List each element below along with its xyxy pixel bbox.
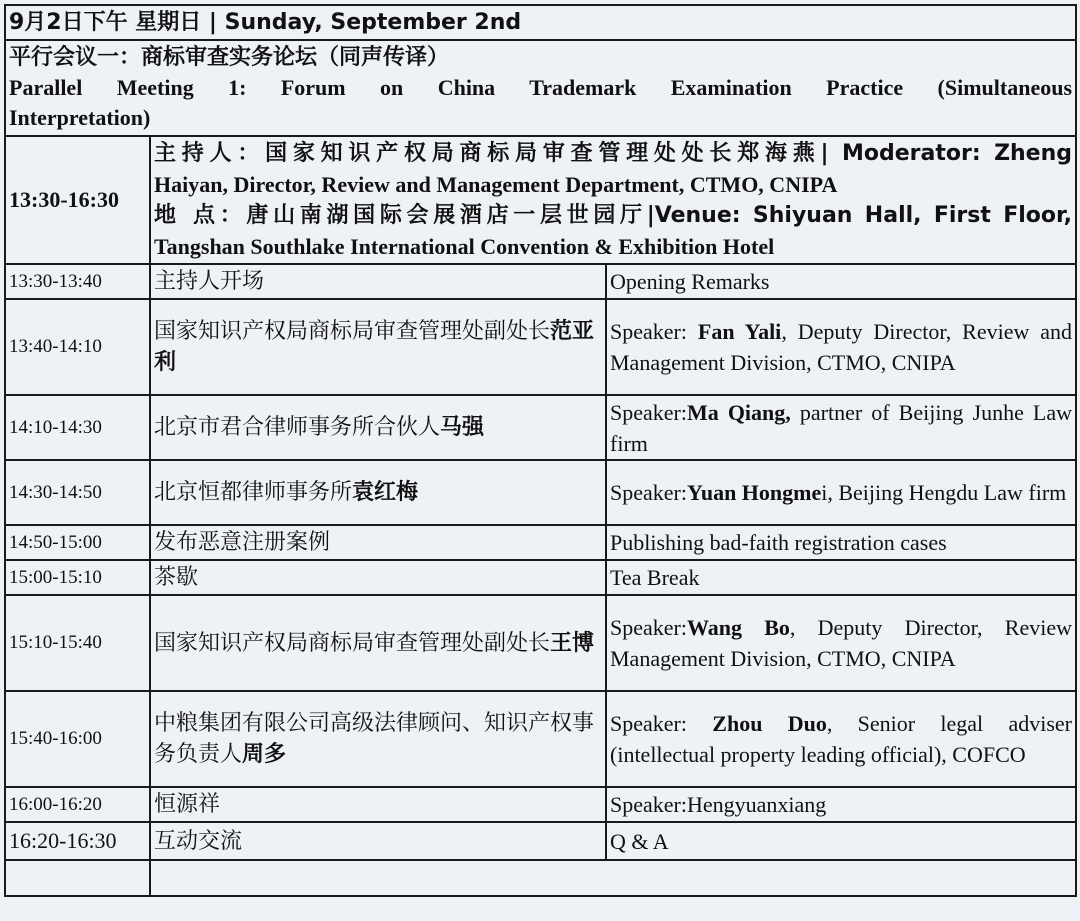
table-row (5, 264, 1076, 299)
table-row (5, 395, 1076, 460)
row-topic-zh (150, 787, 606, 822)
topic-en-prefix: Speaker: (610, 711, 713, 736)
topic-en-prefix: Speaker: (610, 615, 687, 640)
row-topic-en (606, 691, 1076, 787)
row-topic-en (606, 822, 1076, 860)
topic-zh-text: 国家知识产权局商标局审查管理处副处长 (154, 319, 551, 344)
row-topic-zh (150, 525, 606, 560)
speaker-name-zh: 王博 (550, 630, 595, 656)
speaker-name-zh: 范亚利 (154, 319, 595, 375)
row-topic-zh (150, 691, 606, 787)
topic-zh-text: 发布恶意注册案例 (154, 530, 331, 555)
moderator-line-2: Haiyan, Director, Review and Management Department, CTMO, CNIPA (154, 172, 838, 197)
row-topic-zh (150, 595, 606, 691)
meeting-title (5, 40, 1076, 136)
row-topic-en (606, 560, 1076, 595)
date-line (5, 5, 1076, 40)
table-row (5, 525, 1076, 560)
row-time: 14:30-14:50 (5, 460, 150, 525)
topic-en-text: Q & A (610, 828, 669, 854)
agenda-sheet (4, 4, 1075, 897)
row-time: 13:40-14:10 (5, 299, 150, 395)
session-row (5, 136, 1076, 264)
row-topic-en (606, 787, 1076, 822)
table-row (5, 299, 1076, 395)
row-topic-en (606, 299, 1076, 395)
topic-zh-text: 中粮集团有限公司高级法律顾问、知识产权事务负责人 (154, 711, 595, 767)
topic-zh-text: 北京恒都律师事务所 (154, 480, 353, 505)
row-topic-en (606, 395, 1076, 460)
topic-zh-text: 北京市君合律师事务所合伙人 (154, 415, 441, 440)
row-topic-en (606, 460, 1076, 525)
meeting-title-en-1: Parallel Meeting 1: Forum on China Trademark Examination Practice (Simultaneous (9, 75, 1073, 100)
topic-en-text: Speaker:Hengyuanxiang (610, 792, 827, 817)
topic-en-suffix: , Senior legal adviser (intellectual property leading official), COFCO (610, 711, 1072, 767)
row-time: 14:50-15:00 (5, 525, 150, 560)
empty-cell (5, 860, 150, 896)
moderator-line-1: 主持人：国家知识产权局商标局审查管理处处长郑海燕| Moderator: Zheng (154, 141, 1073, 166)
row-time: 16:00-16:20 (5, 787, 150, 822)
speaker-name-zh: 马强 (440, 415, 485, 440)
row-topic-zh (150, 264, 606, 299)
topic-en-text: Tea Break (610, 565, 700, 590)
session-time: 13:30-16:30 (5, 136, 150, 264)
date-text: 9月2日下午 星期日 | Sunday, September 2nd (9, 10, 522, 35)
table-row (5, 691, 1076, 787)
row-time: 15:10-15:40 (5, 595, 150, 691)
session-info (150, 136, 1076, 264)
speaker-name-en: Fan Yali (697, 319, 782, 344)
speaker-name-zh: 周多 (242, 742, 287, 767)
meeting-title-en-2: Interpretation) (9, 105, 151, 130)
row-time: 16:20-16:30 (5, 822, 150, 860)
topic-en-text: Publishing bad-faith registration cases (610, 530, 947, 555)
topic-en-prefix: Speaker: (610, 480, 687, 505)
topic-en-suffix: partner of Beijing Junhe Law firm (610, 399, 1073, 456)
row-topic-zh (150, 822, 606, 860)
row-topic-zh (150, 395, 606, 460)
row-topic-zh (150, 460, 606, 525)
topic-en-suffix: i, Beijing Hengdu Law firm (821, 480, 1067, 505)
speaker-name-en: Zhou Duo (712, 711, 827, 736)
row-topic-en (606, 595, 1076, 691)
topic-zh-text: 茶歇 (154, 565, 199, 590)
meeting-title-row (5, 40, 1076, 136)
speaker-name-zh: 袁红梅 (352, 480, 419, 505)
table-row (5, 560, 1076, 595)
topic-en-suffix: , Deputy Director, Review Management Division, CTMO, CNIPA (610, 615, 1073, 671)
venue-line-1: 地 点：唐山南湖国际会展酒店一层世园厅|Venue: Shiyuan Hall, First Floor, (154, 203, 1073, 228)
row-time: 15:40-16:00 (5, 691, 150, 787)
table-row (5, 595, 1076, 691)
table-row (5, 787, 1076, 822)
row-topic-zh (150, 299, 606, 395)
meeting-title-zh: 平行会议一：商标审查实务论坛（同声传译） (9, 45, 450, 70)
topic-zh-text: 恒源祥 (154, 792, 221, 817)
speaker-name-en: Wang Bo (686, 615, 790, 640)
venue-line-2: Tangshan Southlake International Convention & Exhibition Hotel (154, 234, 775, 259)
row-time: 14:10-14:30 (5, 395, 150, 460)
table-row (5, 460, 1076, 525)
empty-row (5, 860, 1076, 896)
table-row (5, 822, 1076, 860)
row-topic-zh (150, 560, 606, 595)
date-row (5, 5, 1076, 40)
row-time: 15:00-15:10 (5, 560, 150, 595)
row-time: 13:30-13:40 (5, 264, 150, 299)
row-topic-en (606, 525, 1076, 560)
topic-en-prefix: Speaker: (610, 399, 687, 425)
topic-zh-text: 互动交流 (154, 828, 243, 854)
speaker-name-en: Ma Qiang, (686, 399, 791, 425)
empty-cell (150, 860, 1076, 896)
agenda-table (4, 4, 1077, 897)
topic-en-text: Opening Remarks (610, 269, 770, 294)
topic-en-suffix: , Deputy Director, Review and Management Division, CTMO, CNIPA (610, 319, 1073, 375)
topic-en-prefix: Speaker: (610, 319, 698, 344)
topic-zh-text: 主持人开场 (154, 269, 265, 294)
topic-zh-text: 国家知识产权局商标局审查管理处副处长 (154, 630, 551, 656)
speaker-name-en: Yuan Hongme (686, 480, 822, 505)
row-topic-en (606, 264, 1076, 299)
